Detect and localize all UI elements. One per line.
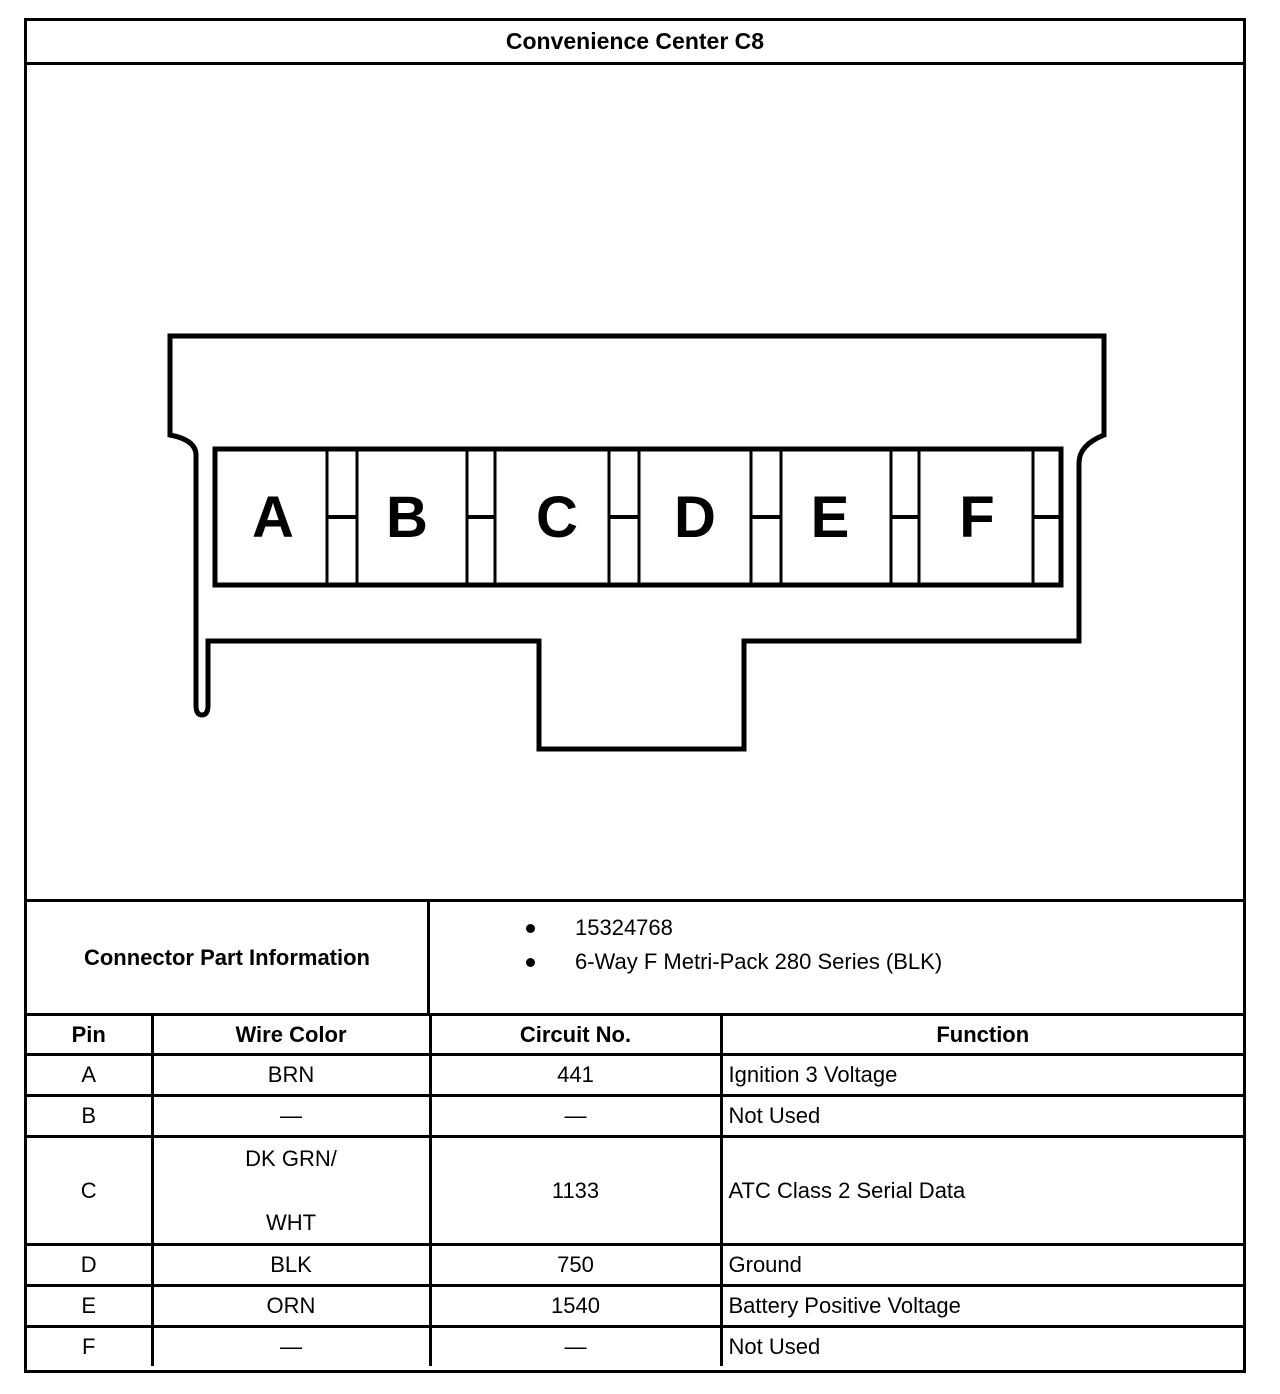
connector-diagram bbox=[27, 65, 1243, 899]
connector-face-drawing bbox=[27, 65, 1243, 899]
pin-label-b: B bbox=[386, 485, 428, 550]
header-function: Function bbox=[721, 1016, 1243, 1055]
pin-label-c: C bbox=[536, 485, 578, 550]
table-header-row bbox=[27, 1016, 1243, 1055]
connector-description: 6-Way F Metri-Pack 280 Series (BLK) bbox=[575, 949, 943, 974]
connector-sheet bbox=[24, 18, 1246, 1373]
table-row bbox=[27, 1055, 1243, 1096]
pin-label-f: F bbox=[959, 485, 995, 550]
function-cell: Ground bbox=[721, 1245, 1243, 1286]
wire-color-cell bbox=[152, 1137, 430, 1245]
wire-color-cell: — bbox=[152, 1096, 430, 1137]
table-row bbox=[27, 1245, 1243, 1286]
table-row bbox=[27, 1286, 1243, 1327]
circuit-cell: 750 bbox=[430, 1245, 721, 1286]
connector-part-info-list bbox=[430, 902, 1243, 1013]
wire-color-cell: BLK bbox=[152, 1245, 430, 1286]
table-row bbox=[27, 1327, 1243, 1367]
wire-color-cell: ORN bbox=[152, 1286, 430, 1327]
bullet-icon bbox=[526, 958, 535, 967]
bullet-icon bbox=[526, 924, 535, 933]
list-item bbox=[470, 914, 1243, 948]
part-number: 15324768 bbox=[575, 915, 673, 940]
wire-color-cell: — bbox=[152, 1327, 430, 1367]
function-cell: ATC Class 2 Serial Data bbox=[721, 1137, 1243, 1245]
page-title: Convenience Center C8 bbox=[27, 21, 1243, 65]
pin-cell: E bbox=[27, 1286, 152, 1327]
pin-label-d: D bbox=[674, 485, 716, 550]
table-row bbox=[27, 1096, 1243, 1137]
wire-color-line-2: WHT bbox=[265, 1209, 317, 1235]
pin-cell: B bbox=[27, 1096, 152, 1137]
circuit-cell: 441 bbox=[430, 1055, 721, 1096]
wire-color-cell: BRN bbox=[152, 1055, 430, 1096]
function-cell: Not Used bbox=[721, 1096, 1243, 1137]
pin-table bbox=[27, 1016, 1243, 1366]
header-wire-color: Wire Color bbox=[152, 1016, 430, 1055]
circuit-cell: 1133 bbox=[430, 1137, 721, 1245]
list-item bbox=[470, 948, 1243, 982]
table-row bbox=[27, 1137, 1243, 1245]
pin-cell: C bbox=[27, 1137, 152, 1245]
circuit-cell: — bbox=[430, 1327, 721, 1367]
connector-part-info bbox=[27, 899, 1243, 1016]
wire-color-line-1: DK GRN/ bbox=[245, 1145, 337, 1171]
circuit-cell: 1540 bbox=[430, 1286, 721, 1327]
header-pin: Pin bbox=[27, 1016, 152, 1055]
pin-cell: F bbox=[27, 1327, 152, 1367]
pin-cell: A bbox=[27, 1055, 152, 1096]
circuit-cell: — bbox=[430, 1096, 721, 1137]
function-cell: Ignition 3 Voltage bbox=[721, 1055, 1243, 1096]
connector-part-info-label: Connector Part Information bbox=[27, 902, 430, 1013]
pin-cell: D bbox=[27, 1245, 152, 1286]
function-cell: Not Used bbox=[721, 1327, 1243, 1367]
header-circuit: Circuit No. bbox=[430, 1016, 721, 1055]
function-cell: Battery Positive Voltage bbox=[721, 1286, 1243, 1327]
pin-label-a: A bbox=[252, 485, 294, 550]
pin-label-e: E bbox=[810, 485, 850, 550]
